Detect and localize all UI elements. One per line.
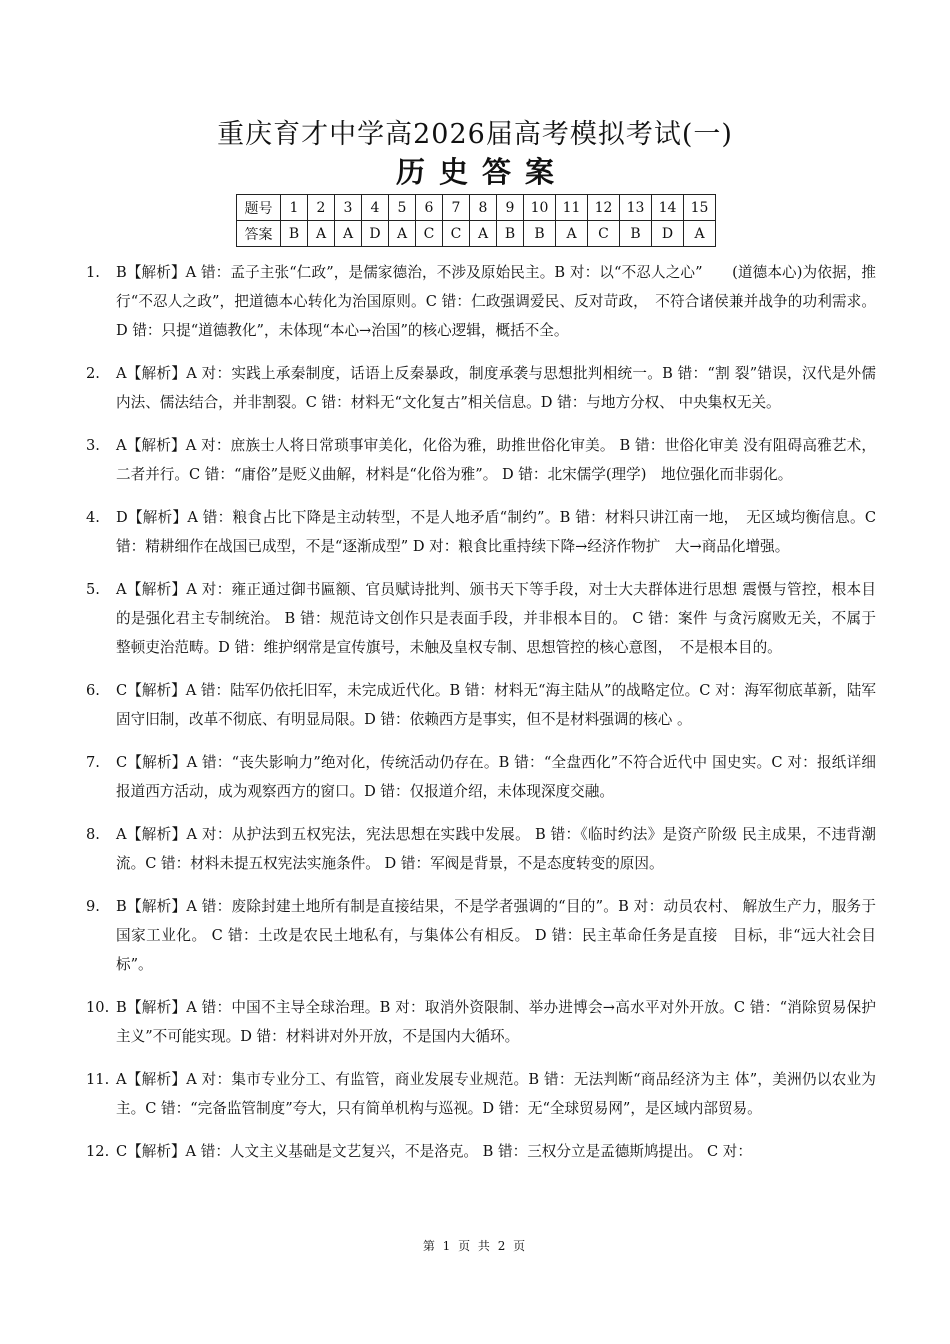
item-text: A【解析】A 对：从护法到五权宪法，宪法思想在实践中发展。 B 错：《临时约法》是资产阶级 民主成果，不违背潮流。C 错：材料未提五权宪法实施条件。 D 错：军阀是背景，不是态度转变的原因。 bbox=[116, 826, 876, 872]
question-number: 13 bbox=[620, 195, 652, 221]
explanation-item-3 bbox=[86, 431, 876, 489]
answer-table bbox=[236, 194, 716, 247]
answer-cell: B bbox=[497, 221, 524, 247]
answer-cell: A bbox=[556, 221, 588, 247]
item-number: 1. bbox=[86, 264, 100, 281]
answer-cell: A bbox=[684, 221, 716, 247]
explanation-item-4 bbox=[86, 503, 876, 561]
explanation-item-9 bbox=[86, 892, 876, 979]
question-number: 7 bbox=[443, 195, 470, 221]
explanation-item-6 bbox=[86, 676, 876, 734]
item-text: A【解析】A 对：集市专业分工、有监管，商业发展专业规范。B 错：无法判断“商品经济为主 体”，美洲仍以农业为主。C 错：“完备监管制度”夸大，只有简单机构与巡视。D 错：无“全球贸易网”，是区域内部贸易。 bbox=[116, 1071, 876, 1117]
question-number: 15 bbox=[684, 195, 716, 221]
question-number: 11 bbox=[556, 195, 588, 221]
question-number: 4 bbox=[362, 195, 389, 221]
answer-cell: A bbox=[308, 221, 335, 247]
answer-cell: B bbox=[281, 221, 308, 247]
explanation-item-1 bbox=[86, 258, 876, 345]
explanation-list bbox=[86, 258, 876, 1172]
question-number: 8 bbox=[470, 195, 497, 221]
answer-cell: A bbox=[470, 221, 497, 247]
item-number: 5. bbox=[86, 581, 100, 598]
question-number: 6 bbox=[416, 195, 443, 221]
item-number: 9. bbox=[86, 898, 100, 915]
item-number: 10. bbox=[86, 999, 110, 1016]
item-number: 11. bbox=[86, 1071, 110, 1088]
item-text: A【解析】A 对：庶族士人将日常琐事审美化，化俗为雅，助推世俗化审美。 B 错：世俗化审美 没有阻碍高雅艺术，二者并行。C 错：“庸俗”是贬义曲解，材料是“化俗为雅”。 D 错：北宋儒学(理学) 地位强化而非弱化。 bbox=[116, 437, 876, 483]
item-number: 4. bbox=[86, 509, 100, 526]
answer-row-label: 答案 bbox=[237, 221, 281, 247]
item-number: 2. bbox=[86, 365, 100, 382]
explanation-item-11 bbox=[86, 1065, 876, 1123]
question-number: 14 bbox=[652, 195, 684, 221]
answer-cell: B bbox=[524, 221, 556, 247]
item-number: 6. bbox=[86, 682, 100, 699]
explanation-item-7 bbox=[86, 748, 876, 806]
exam-title: 重庆育才中学高2026届高考模拟考试(一) bbox=[217, 119, 733, 150]
explanation-item-10 bbox=[86, 993, 876, 1051]
item-number: 7. bbox=[86, 754, 100, 771]
item-text: B【解析】A 错：废除封建土地所有制是直接结果，不是学者强调的“目的”。B 对：动员农村、 解放生产力，服务于国家工业化。 C 错：土改是农民土地私有，与集体公有相反。 D 错：民主革命任务是直接 目标，非“远大社会目标”。 bbox=[116, 898, 876, 973]
explanation-item-2 bbox=[86, 359, 876, 417]
item-text: C【解析】A 错：陆军仍依托旧军，未完成近代化。B 错：材料无“海主陆从”的战略定位。C 对：海军彻底革新，陆军固守旧制，改革不彻底、有明显局限。D 错：依赖西方是事实，但不是材料强调的核心 。 bbox=[116, 682, 876, 728]
answer-cell: C bbox=[416, 221, 443, 247]
answer-cell: D bbox=[652, 221, 684, 247]
item-text: B【解析】A 错：中国不主导全球治理。B 对：取消外资限制、举办进博会→高水平对外开放。C 错：“消除贸易保护主义”不可能实现。D 错：材料讲对外开放，不是国内大循环。 bbox=[116, 999, 876, 1045]
answer-cell: C bbox=[588, 221, 620, 247]
number-row-label: 题号 bbox=[237, 195, 281, 221]
answer-cell: C bbox=[443, 221, 470, 247]
number-row bbox=[237, 195, 716, 221]
subject-title: 历史答案 bbox=[395, 155, 568, 189]
item-number: 8. bbox=[86, 826, 100, 843]
item-number: 3. bbox=[86, 437, 100, 454]
answer-cell: B bbox=[620, 221, 652, 247]
question-number: 12 bbox=[588, 195, 620, 221]
item-number: 12. bbox=[86, 1143, 110, 1160]
question-number: 5 bbox=[389, 195, 416, 221]
item-text: A【解析】A 对：实践上承秦制度，话语上反秦暴政，制度承袭与思想批判相统一。B 错：“割 裂”错误，汉代是外儒内法、儒法结合，并非割裂。C 错：材料无“文化复古”相关信息。D 错：与地方分权、 中央集权无关。 bbox=[116, 365, 876, 411]
item-text: C【解析】A 错：“丧失影响力”绝对化，传统活动仍存在。B 错：“全盘西化”不符合近代中 国史实。C 对：报纸详细报道西方活动，成为观察西方的窗口。D 错：仅报道介绍，未体现深度交融。 bbox=[116, 754, 876, 800]
question-number: 2 bbox=[308, 195, 335, 221]
item-text: B【解析】A 错：孟子主张“仁政”，是儒家德治，不涉及原始民主。B 对：以“不忍人之心” (道德本心)为依据，推行“不忍人之政”，把道德本心转化为治国原则。C 错：仁政强调爱民、反对苛政， 不符合诸侯兼并战争的功利需求。D 错：只提“道德教化”，未体现“本心→治国”的核心逻辑，概括不全。 bbox=[116, 264, 876, 339]
answer-cell: A bbox=[335, 221, 362, 247]
question-number: 10 bbox=[524, 195, 556, 221]
explanation-item-5 bbox=[86, 575, 876, 662]
item-text: D【解析】A 错：粮食占比下降是主动转型，不是人地矛盾“制约”。B 错：材料只讲江南一地， 无区域均衡信息。C 错：精耕细作在战国已成型，不是“逐渐成型” D 对：粮食比重持续下降→经济作物扩 大→商品化增强。 bbox=[116, 509, 876, 555]
item-text: A【解析】A 对：雍正通过御书匾额、官员赋诗批判、颁书天下等手段，对士大夫群体进行思想 震慑与管控，根本目的是强化君主专制统治。 B 错：规范诗文创作只是表面手段，并非根本目的。 C 错：案件 与贪污腐败无关，不属于整顿吏治范畴。D 错：维护纲常是宣传旗号，未触及皇权专制、思想管控的核心意图， 不是根本目的。 bbox=[116, 581, 876, 656]
question-number: 3 bbox=[335, 195, 362, 221]
question-number: 9 bbox=[497, 195, 524, 221]
answer-row bbox=[237, 221, 716, 247]
answer-cell: A bbox=[389, 221, 416, 247]
explanation-item-12 bbox=[86, 1137, 876, 1166]
item-text: C【解析】A 错：人文主义基础是文艺复兴，不是洛克。 B 错：三权分立是孟德斯鸠提出。 C 对： bbox=[116, 1143, 752, 1160]
question-number: 1 bbox=[281, 195, 308, 221]
page-number: 第 1 页 共 2 页 bbox=[422, 1239, 528, 1253]
explanation-item-8 bbox=[86, 820, 876, 878]
answer-cell: D bbox=[362, 221, 389, 247]
